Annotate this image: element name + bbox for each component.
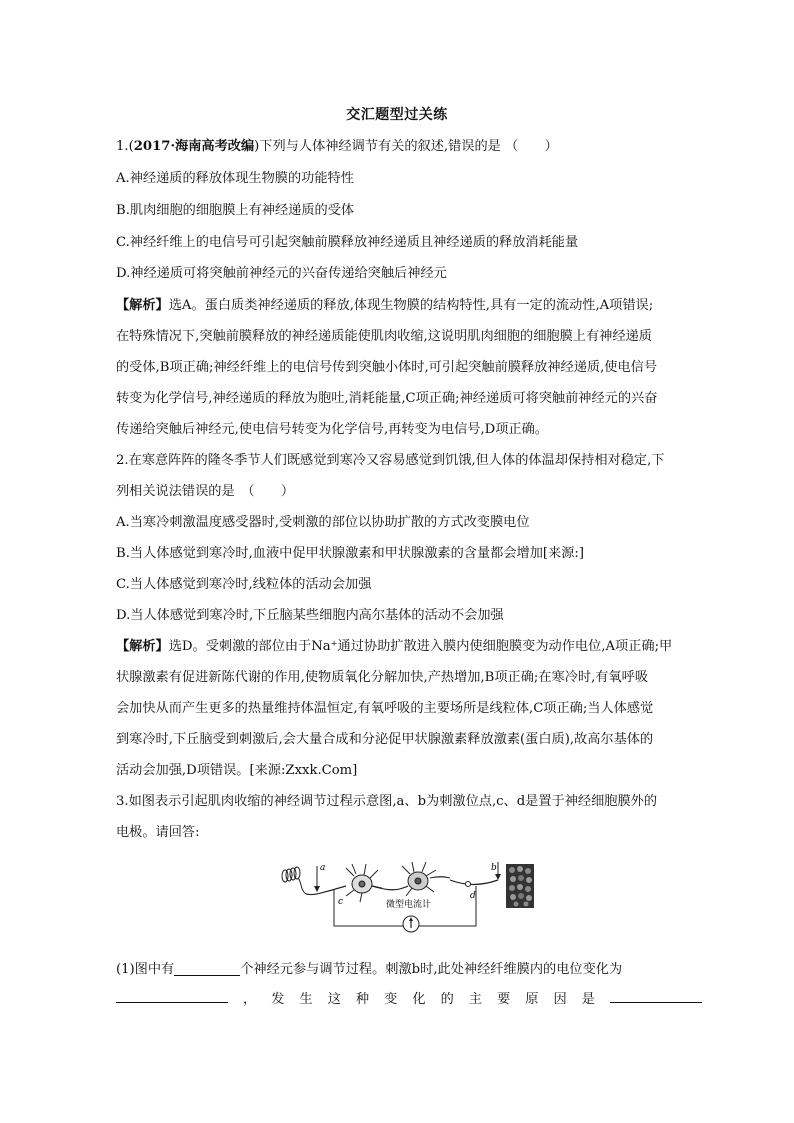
label-d: d	[470, 891, 476, 901]
q1-stem-suffix: )下列与人体神经调节有关的叙述,错误的是 （ ）	[254, 139, 558, 154]
q1-analysis-line-5: 传递给突触后神经元,使电信号转变为化学信号,再转变为电信号,D项正确。	[116, 422, 548, 437]
q2-option-c: C.当人体感觉到寒冷时,线粒体的活动会加强	[116, 577, 372, 592]
q3-sub1-char: 是	[581, 992, 595, 1007]
q3-sub1-part1: (1)图中有	[116, 962, 175, 977]
q2-analysis-line-5: 活动会加强,D项错误。[来源:Zxxk.Com]	[116, 763, 358, 778]
answer-blank-1[interactable]	[174, 961, 240, 976]
q3-stem-line-2: 电极。请回答:	[116, 825, 200, 840]
meter-label: 微型电流计	[386, 900, 432, 910]
q2-option-a: A.当寒冷刺激温度感受器时,受刺激的部位以协助扩散的方式改变膜电位	[116, 515, 530, 530]
q3-sub1-part2: 个神经元参与调节过程。刺激b时,此处神经纤维膜内的电位变化为	[240, 962, 623, 977]
q3-sub1-char: 变	[384, 992, 398, 1007]
galvanometer-icon	[403, 916, 419, 932]
label-a: a	[320, 863, 326, 873]
node-marker	[466, 882, 471, 887]
label-c: c	[338, 897, 344, 907]
page-title: 交汇题型过关练	[346, 107, 448, 123]
q3-sub1-line-2	[116, 988, 702, 1007]
q3-sub1-char: 要	[497, 992, 511, 1007]
neural-pathway-figure	[276, 856, 546, 936]
q3-sub1-char: 因	[553, 992, 567, 1007]
answer-blank-2[interactable]	[116, 988, 228, 1003]
q1-source: 2017·海南高考改编	[133, 139, 255, 154]
q1-analysis-line-2: 在特殊情况下,突触前膜释放的神经递质能使肌肉收缩,这说明肌肉细胞的细胞膜上有神经递质	[116, 329, 652, 344]
q2-analysis-line-2: 状腺激素有促进新陈代谢的作用,使物质氧化分解加快,产热增加,B项正确;在寒冷时,有氧呼吸	[116, 670, 649, 685]
muscle-icon	[506, 864, 534, 908]
q1-option-b: B.肌肉细胞的细胞膜上有神经递质的受体	[116, 203, 355, 218]
q3-sub1-char: 生	[299, 992, 313, 1007]
q1-analysis-label: 【解析】	[116, 298, 169, 313]
q3-stem-line-1: 3.如图表示引起肌肉收缩的神经调节过程示意图,a、b为刺激位点,c、d是置于神经细胞膜外的	[116, 794, 658, 809]
efferent-fiber	[450, 880, 498, 885]
afferent-fiber	[306, 886, 346, 895]
receptor-coil-icon	[282, 867, 306, 894]
q2-option-d: D.当人体感觉到寒冷时,下丘脑某些细胞内高尔基体的活动不会加强	[116, 608, 504, 623]
q1-option-a: A.神经递质的释放体现生物膜的功能特性	[116, 171, 354, 186]
q3-sub1-char: ，	[243, 992, 257, 1007]
q1-option-c: C.神经纤维上的电信号可引起突触前膜释放神经递质且神经递质的释放消耗能量	[116, 235, 579, 250]
q2-stem-line-1: 2.在寒意阵阵的隆冬季节人们既感觉到寒冷又容易感觉到饥饿,但人体的体温却保持相对稳定,下	[116, 453, 665, 468]
label-b: b	[491, 863, 497, 873]
inter-fiber	[372, 886, 408, 890]
neuron-2-icon	[402, 862, 450, 896]
q1-analysis-text-1: 选A。蛋白质类神经递质的释放,体现生物膜的结构特性,具有一定的流动性,A项错误;	[168, 298, 654, 313]
q3-sub1-line-1	[116, 958, 702, 977]
q3-sub1-char: 发	[271, 992, 285, 1007]
q3-sub1-char: 主	[468, 992, 482, 1007]
q1-stem-prefix: 1.(	[116, 139, 134, 154]
q1-analysis-line-1	[116, 294, 702, 313]
q2-analysis-line-1	[116, 635, 702, 654]
q2-stem-line-2: 列相关说法错误的是 （ ）	[116, 484, 295, 499]
q2-analysis-text-1: 选D。受刺激的部位由于Na⁺通过协助扩散进入膜内使细胞膜变为动作电位,A项正确;甲	[168, 639, 673, 654]
q1-analysis-line-4: 转变为化学信号,神经递质的释放为胞吐,消耗能量,C项正确;神经递质可将突触前神经元的兴奋	[116, 391, 658, 406]
q2-analysis-line-3: 会加快从而产生更多的热量维持体温恒定,有氧呼吸的主要场所是线粒体,C项正确;当人体感觉	[116, 701, 654, 716]
q3-sub1-char: 这	[327, 992, 341, 1007]
q3-sub1-char: 的	[440, 992, 454, 1007]
q2-analysis-label: 【解析】	[116, 639, 169, 654]
q1-analysis-line-3: 的受体,B项正确;神经纤维上的电信号传到突触小体时,可引起突触前膜释放神经递质,使电信号	[116, 360, 658, 375]
q2-analysis-line-4: 到寒冷时,下丘脑受到刺激后,会大量合成和分泌促甲状腺激素释放激素(蛋白质),故高尔基体的	[116, 732, 654, 747]
q1-stem	[116, 135, 702, 154]
q2-option-b: B.当人体感觉到寒冷时,血液中促甲状腺激素和甲状腺激素的含量都会增加[来源:]	[116, 546, 584, 561]
q3-sub1-char: 种	[355, 992, 370, 1007]
q3-sub1-char: 化	[412, 992, 426, 1007]
answer-blank-3[interactable]	[610, 988, 702, 1003]
q3-sub1-char: 原	[525, 992, 539, 1007]
q1-option-d: D.神经递质可将突触前神经元的兴奋传递给突触后神经元	[116, 266, 447, 281]
